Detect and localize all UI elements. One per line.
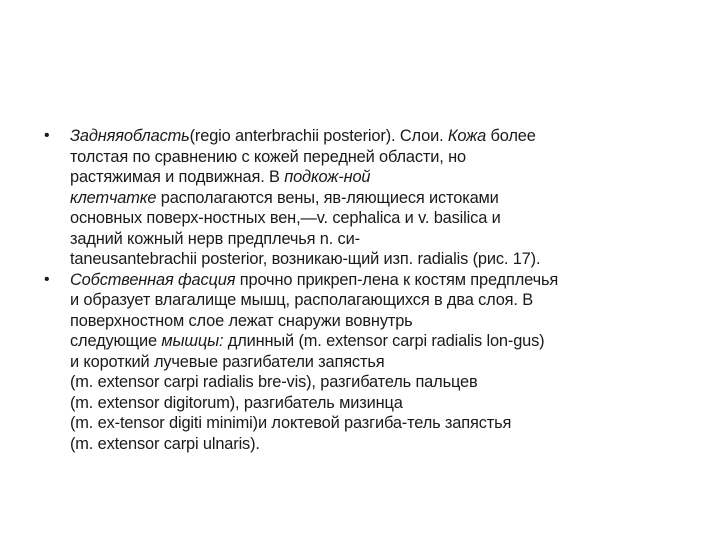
italic-term: мышцы: <box>161 332 224 350</box>
text-line <box>70 126 694 147</box>
text-line <box>70 270 694 291</box>
text-segment: и образует влагалище мышц, располагающихся в два слоя. В <box>70 291 533 309</box>
text-line <box>70 331 694 352</box>
bullet-item-posterior-region <box>44 126 694 270</box>
text-segment: и короткий лучевые разгибатели запястья <box>70 352 385 371</box>
text-segment: задний кожный нерв предплечья n. си- <box>70 229 360 248</box>
text-line <box>70 167 694 188</box>
text-line <box>70 352 694 373</box>
italic-term: Собственная фасция <box>70 270 236 289</box>
bullet-marker: • <box>44 127 50 144</box>
text-line <box>70 311 694 332</box>
text-line <box>70 188 694 209</box>
text-segment: растяжимая и подвижная. В <box>70 168 285 186</box>
text-segment: поверхностном слое лежат снаружи вовнутрь <box>70 311 413 330</box>
text-segment: следующие <box>70 332 162 350</box>
text-segment: располагаются вены, яв-ляющиеся истоками <box>156 188 499 207</box>
text-segment: толстая по сравнению с кожей передней области, но <box>70 147 466 166</box>
text-segment: (m. ex-tensor digiti minimi)и локтевой разгиба-тель запястья <box>70 414 512 432</box>
text-line <box>70 413 694 434</box>
text-segment: taneusantebrachii posterior, возникаю-щий изп. radialis (рис. 17). <box>70 250 541 268</box>
text-segment: основных поверх-ностных вен,—v. cephalica и v. basilica и <box>70 209 501 227</box>
text-segment: (regio anterbrachii posterior). Слои. <box>189 127 448 145</box>
text-line <box>70 372 694 393</box>
text-line <box>70 229 694 250</box>
text-segment: прочно прикреп-лена к костям предплечья <box>235 270 559 289</box>
text-line <box>70 147 694 168</box>
text-line <box>70 249 694 270</box>
italic-term: подкож-ной <box>284 168 371 186</box>
text-segment: (m. extensor digitorum), разгибатель мизинца <box>70 393 403 412</box>
text-line <box>70 434 694 455</box>
text-segment: длинный (m. extensor carpi radialis lon-gus) <box>223 332 545 350</box>
text-line <box>70 393 694 414</box>
text-segment: (m. extensor carpi radialis bre-vis), разгибатель пальцев <box>70 373 478 391</box>
bullet-marker: • <box>44 270 50 288</box>
bullet-list <box>44 126 694 454</box>
text-line <box>70 290 694 311</box>
text-segment: (m. extensor carpi ulnaris). <box>70 434 260 453</box>
italic-term: Задняяобласть <box>70 127 190 145</box>
italic-term: Кожа <box>447 127 487 145</box>
text-segment: более <box>486 127 536 145</box>
bullet-item-fascia <box>44 270 694 455</box>
italic-term: клетчатке <box>70 188 157 207</box>
text-line <box>70 208 694 229</box>
